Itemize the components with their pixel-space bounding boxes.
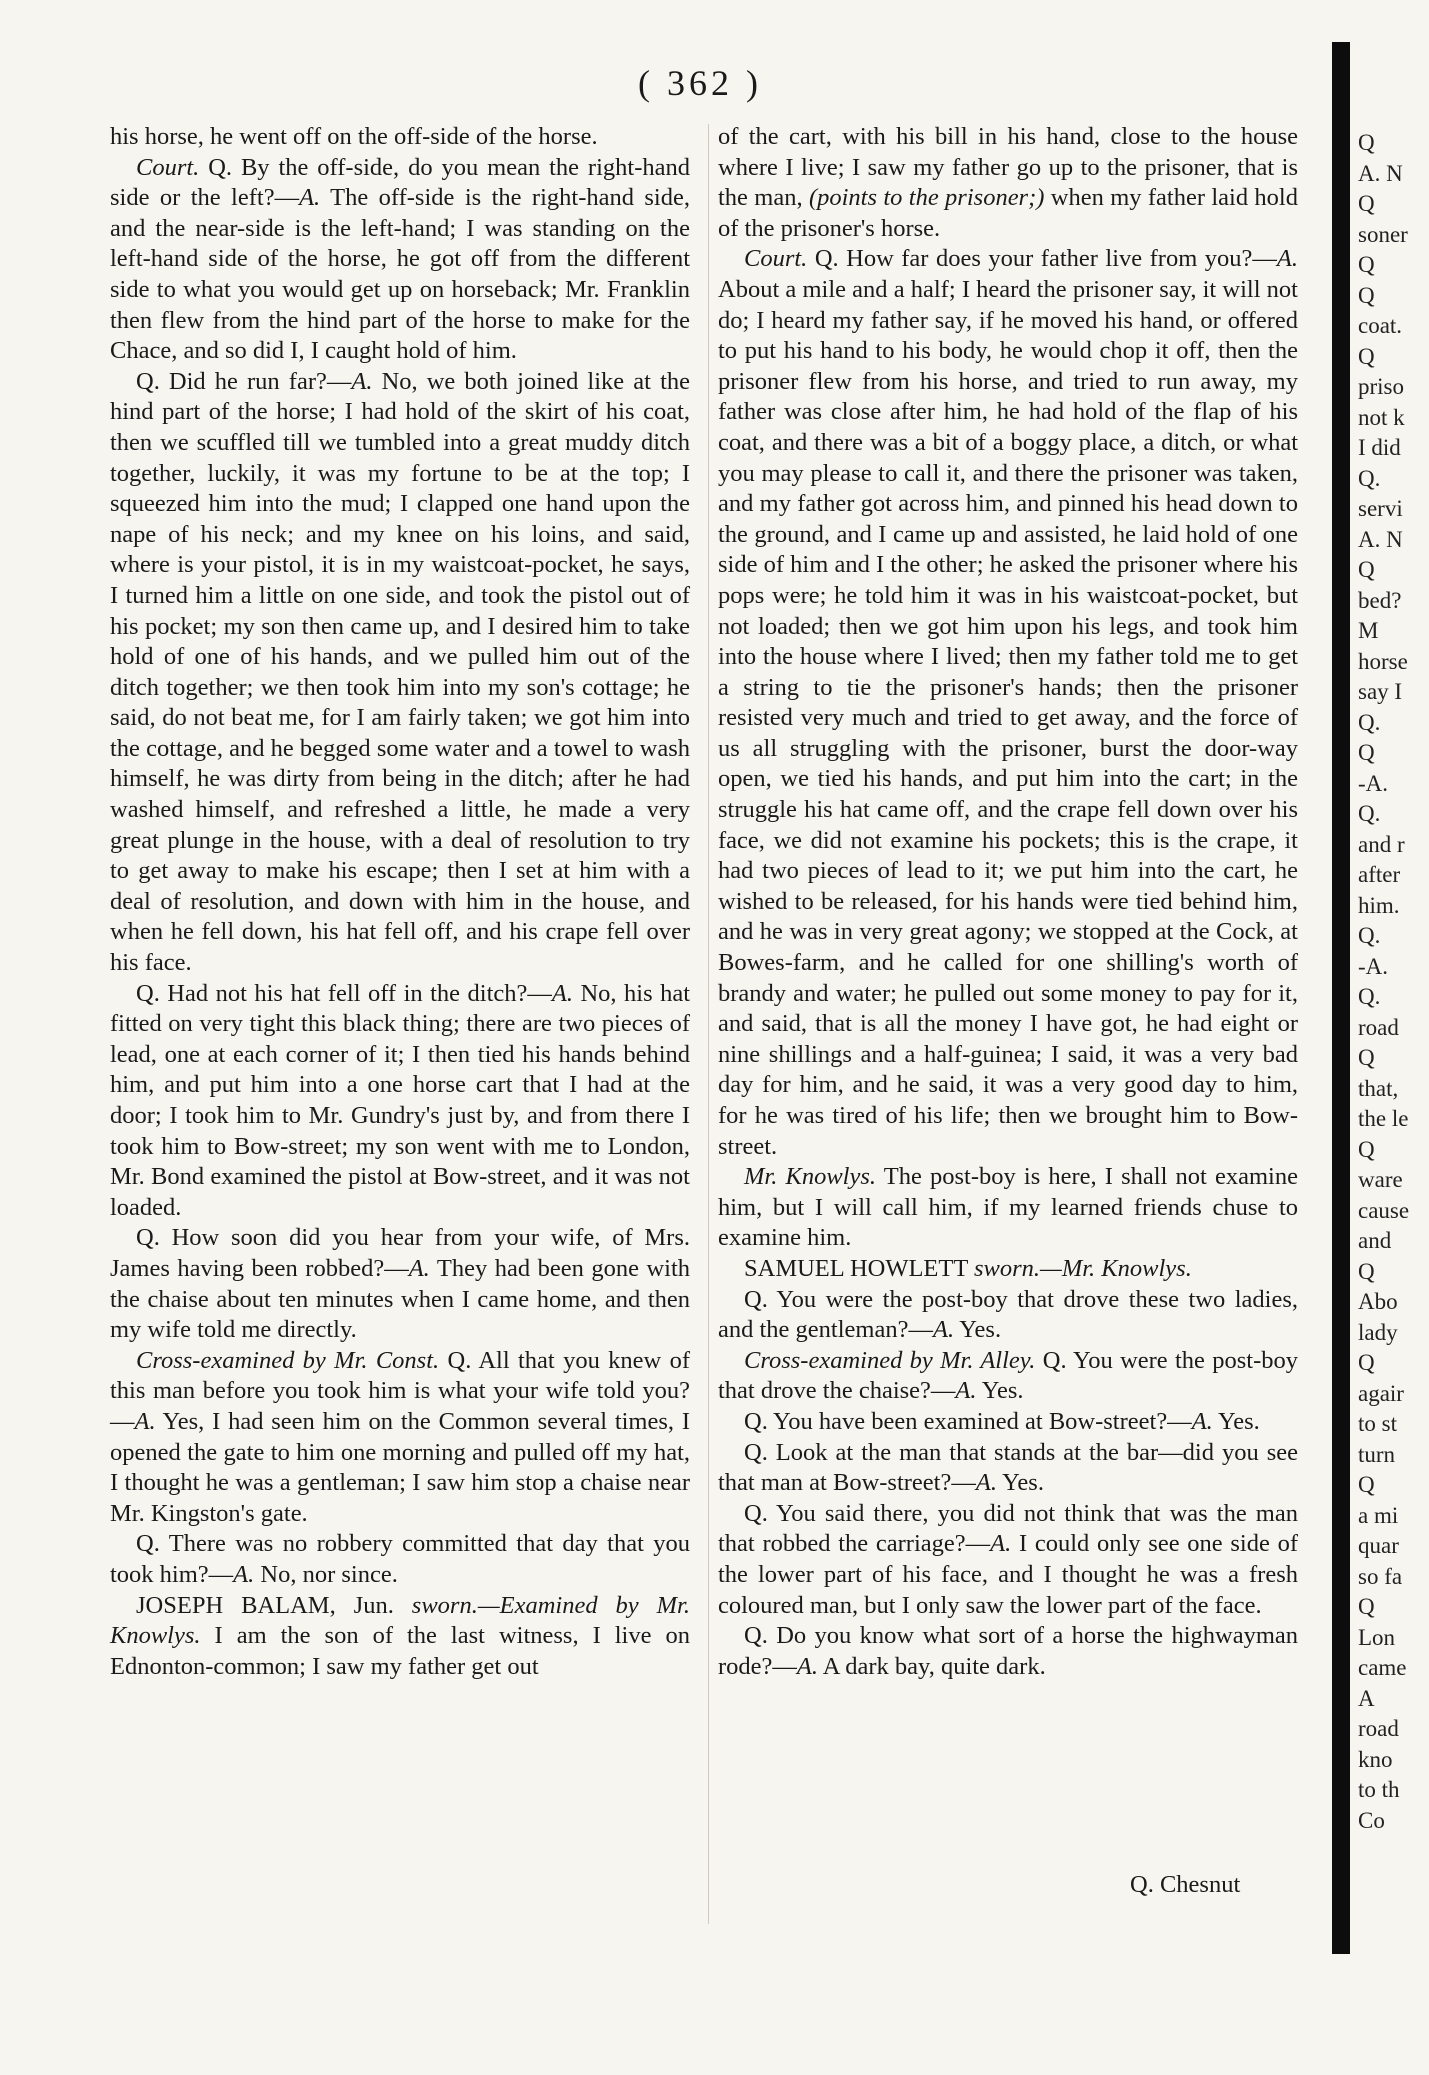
bleed-fragment: and [1358,1228,1392,1253]
text-run: I could only see one side of the lower part of his face, and I thought he was a fresh coloured man, but I only saw the lower part of the face. [718,1530,1298,1619]
bleed-fragment: that, [1358,1075,1399,1101]
right-column [718,122,1298,1682]
paragraph [110,1223,690,1345]
text-run: his horse, he went off on the off-side of the horse. [110,123,598,150]
bleed-fragment: Q [1358,1258,1375,1284]
bleed-fragment: A. N [1358,526,1403,552]
bleed-fragment: Q [1358,343,1375,369]
bleed-fragment: and r [1358,831,1405,857]
bleed-fragment: not k [1358,404,1405,430]
text-run: A dark bay, quite dark. [818,1652,1046,1680]
bleed-fragment: Lon [1358,1624,1396,1650]
bleed-fragment: Q [1358,252,1375,277]
bleed-fragment: soner [1358,221,1408,247]
text-run: Q. Had not his hat fell off in the ditch?— [136,979,552,1007]
paragraph [110,1529,690,1590]
bleed-fragment: M [1358,618,1379,643]
italic-text: A. [796,1652,819,1680]
bleed-fragment: after [1358,862,1401,887]
paragraph [718,122,1298,244]
text-run: Q. You have been examined at Bow-street?— [744,1407,1192,1435]
bleed-fragment: Q [1358,1045,1375,1070]
bleed-fragment: horse [1358,648,1408,674]
bleed-fragment: so fa [1358,1563,1403,1589]
italic-text: sworn.—Mr. Knowlys. [974,1254,1192,1282]
text-run: Yes. [1212,1407,1260,1435]
text-run: Q. There was no robbery committed that day that you took him?— [110,1530,690,1588]
italic-text: A. [975,1469,997,1497]
bleed-fragment: Q. [1358,465,1381,491]
text-run: Q. Look at the man that stands at the bar—did you see that man at Bow-street?— [718,1438,1298,1497]
italic-text: A. [233,1560,255,1588]
text-run: of the cart, with his bill in his hand, close to the house where I live; I saw my father go up to the prisoner, that is the man, [718,123,1298,212]
bleed-fragment: priso [1358,374,1404,399]
italic-text: A. [1191,1407,1213,1435]
text-run: Yes. [976,1377,1024,1405]
text-run: SAMUEL HOWLETT [744,1254,974,1282]
bleed-fragment: to th [1358,1777,1400,1802]
italic-text: (points to the prisoner;) [808,184,1045,212]
italic-text: A. [955,1377,977,1405]
text-run: The off-side is the right-hand side, and the near-side is the left-hand; I was standing on the left-hand side of the horse, he got off from the different side to what you would get up on horseback; Mr. Franklin then flew from the hind part of the horse to make for the Chace, and so did I, I caught hold of him. [110,184,690,365]
bleed-fragment: to st [1358,1411,1397,1436]
text-run: Q. How far does your father live from you?— [807,245,1277,273]
text-run: Yes. [996,1469,1044,1497]
left-column [110,122,690,1682]
text-run: No, nor since. [254,1560,398,1588]
paragraph [718,1162,1298,1254]
text-run: Q. You were the post-boy that drove the chaise?— [718,1346,1298,1405]
paragraph [718,1407,1298,1438]
paragraph [110,367,690,979]
italic-text: Court. [136,153,200,181]
text-run: No, his hat fitted on very tight this black thing; there are two pieces of lead, one at each corner of it; I then tied his hands behind him, and put him into a one horse cart that I had at the door; I took him to Mr. Gundry's just by, and from there I took him to Bow-street; my son went with me to London, Mr. Bond examined the pistol at Bow-street, and it was not loaded. [110,979,691,1221]
text-run: Q. You were the post-boy that drove these two ladies, and the gentleman?— [718,1285,1298,1344]
paragraph [110,122,690,153]
bleed-fragment: A. N [1358,160,1403,186]
paragraph [718,1346,1298,1407]
bleed-fragment: came [1358,1655,1407,1680]
spine-shadow [1332,42,1350,1954]
paragraph [110,979,690,1224]
paragraph [718,1438,1298,1499]
text-run: Yes. [954,1316,1002,1344]
italic-text: A. [134,1407,156,1435]
bleed-fragment: Q. [1358,709,1381,735]
bleed-fragment: Q [1358,1136,1375,1162]
paragraph [718,1285,1298,1346]
bleed-fragment: Q [1358,557,1375,582]
bleed-fragment: servi [1358,496,1403,521]
text-run: No, we both joined like at the hind part of the horse; I had hold of the skirt of his coat, then we scuffled till we tumbled into a great muddy ditch together, luckily, it was my fortune to be at the top; I squeezed him into the mud; I clapped one hand upon the nape of his neck; and my knee on his loins, and said, where is your pistol, it is in my waistcoat-pocket, he says, I turned him a little on one side, and took the pistol out of his pocket; my son then came up, and I desired him to take hold of one of his hands, and we pulled him out of the ditch together; we then took him into my son's cottage; he said, do not beat me, for I am fairly taken; we got him into the cottage, and he begged some water and a towel to wash himself, he was dirty from being in the ditch; after he had washed himself, and refreshed a little, he made a very great plunge in the house, with a deal of resolution to try to get away to make his escape; then I set at him with a deal of resolution, and down with him in the house, and when he fell down, his hat fell off, and his crape fell over his face. [110,367,690,977]
italic-text: Cross-examined by Mr. Const. [136,1346,440,1374]
bleed-fragment: agair [1358,1380,1404,1406]
italic-text: Mr. Knowlys. [744,1163,877,1191]
bleed-fragment: Abo [1358,1289,1398,1314]
italic-text: A. [1276,245,1298,273]
italic-text: A. [299,184,321,212]
text-run: when my father laid hold of the prisoner's horse. [718,184,1298,242]
bleed-fragment: cause [1358,1197,1410,1223]
bleed-fragment: road [1358,1014,1399,1040]
text-run: Q. By the off-side, do you mean the right-hand side or the left?— [110,153,690,212]
catchword: Q. Chesnut [1130,1871,1241,1898]
italic-text: A. [990,1530,1012,1558]
italic-text: Cross-examined by Mr. Alley. [744,1346,1036,1374]
bleed-fragment: quar [1358,1533,1399,1558]
paragraph [718,1499,1298,1621]
bleed-fragment: ware [1358,1167,1403,1192]
text-run: Q. How soon did you hear from your wife, of Mrs. James having been robbed?— [110,1224,690,1282]
bleed-fragment: Q [1358,282,1375,308]
bleed-fragment: the le [1358,1106,1409,1131]
bleed-fragment: Q. [1358,801,1381,826]
paragraph [110,1591,690,1683]
paragraph [110,153,690,367]
text-run: About a mile and a half; I heard the prisoner say, it will not do; I heard my father say, if he moved his hand, or offered to put his hand to his body, he would chop it off, then the prisoner flew from his horse, and tried to run away, my father was close after him, he had hold of the flap of his coat, and there was a bit of a boggy place, a ditch, or what you may please to call it, and there the prisoner was taken, and my father got across him, and pinned his head down to the ground, and I came up and assisted, he laid hold of one side of him and I the other; he asked the prisoner where his pops were; he told him it was in his waistcoat-pocket, but not loaded; then we got him upon his legs, and took him into the house where I lived; then my father told me to get a string to tie the prisoner's hands; then the prisoner resisted very much and tried to get away, and the force of us all struggling with the prisoner, burst the door-way open, we tied his hands, and put him into the cart; in the struggle his hat came off, and the crape fell down over his face, we did not examine his pockets; this is the crape, it had two pieces of lead to it; we put him into the cart, he wished to be released, for his hands were tied behind him, and he was in very great agony; we stopped at the Cock, at Bowes-farm, and he called for one shilling's worth of brandy and water; he pulled out some money to pay for it, and said, that is all the money I have got, he had eight or nine shillings and a half-guinea; I said, it was a very bad day for him, and he said, it was a very good day to him, for he was tired of his life; then we brought him to Bow-street. [718,275,1298,1160]
paragraph [718,1254,1298,1285]
bleed-fragment: Q [1358,1350,1375,1375]
bleed-fragment: I did [1358,435,1401,460]
bleed-fragment: Q [1358,1472,1375,1497]
italic-text: sworn.—Examined by Mr. Knowlys. [110,1591,690,1650]
italic-text: A. [932,1316,955,1344]
text-run: Q. Do you know what sort of a horse the highwayman rode?— [718,1622,1298,1680]
bleed-fragment: Co [1358,1807,1385,1833]
bleed-fragment: road [1358,1716,1399,1741]
bleed-fragment: Q [1358,740,1375,765]
italic-text: A. [408,1254,430,1282]
paragraph [718,1621,1298,1682]
bleed-fragment: a mi [1358,1502,1399,1528]
paragraph [718,244,1298,1162]
next-page-bleed [1358,128,1428,1836]
bleed-fragment: Q [1358,191,1375,216]
text-run: They had been gone with the chaise about ten minutes when I came home, and then my wife told me directly. [110,1254,691,1344]
text-run: The post-boy is here, I shall not examine him, but I will call him, if my learned friends chuse to examine him. [718,1163,1298,1252]
text-run: I am the son of the last witness, I live on Ednonton-common; I saw my father get out [110,1622,690,1680]
text-run: Q. You said there, you did not think that was the man that robbed the carriage?— [718,1499,1298,1558]
bleed-fragment: Q [1358,130,1375,155]
page-number: ( 362 ) [638,63,762,103]
text-run: Q. Did he run far?— [136,367,352,395]
bleed-fragment: -A. [1358,770,1389,796]
bleed-fragment: -A. [1358,953,1389,979]
bleed-fragment: say I [1358,679,1403,704]
column-divider [708,124,709,1924]
bleed-fragment: turn [1358,1441,1396,1467]
italic-text: A. [551,979,573,1007]
text-run: Yes, I had seen him on the Common several times, I opened the gate to him one morning and pulled off my hat, I thought he was a gentleman; I saw him stop a chaise near Mr. Kingston's gate. [110,1407,690,1527]
bleed-fragment: kno [1358,1746,1393,1772]
text-run: JOSEPH BALAM, Jun. [136,1591,412,1619]
italic-text: A. [351,367,373,395]
paragraph [110,1346,690,1530]
bleed-fragment: A [1358,1685,1375,1711]
bleed-fragment: Q. [1358,923,1381,948]
gutter-marks [20,120,80,1970]
bleed-fragment: Q. [1358,984,1381,1009]
bleed-fragment: him. [1358,892,1400,918]
bleed-fragment: lady [1358,1319,1398,1345]
italic-text: Court. [744,245,808,273]
bleed-fragment: bed? [1358,587,1402,613]
text-run: Q. All that you knew of this man before you took him is what your wife told you?— [110,1346,690,1435]
bleed-fragment: coat. [1358,313,1403,338]
bleed-fragment: Q [1358,1594,1375,1619]
